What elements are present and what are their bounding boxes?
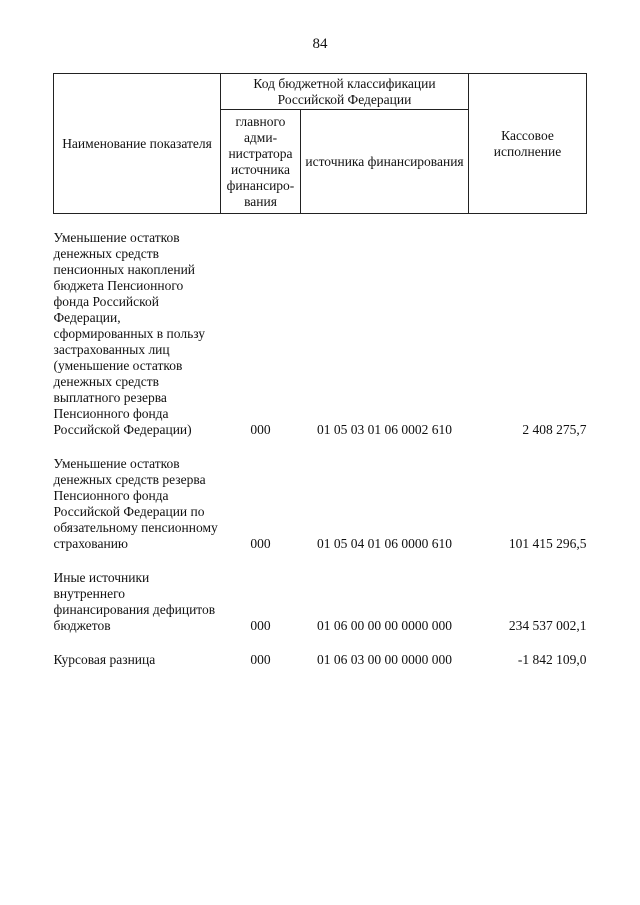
table-row <box>54 230 587 438</box>
table-row <box>54 652 587 668</box>
row-admin: 000 <box>250 652 271 667</box>
row-source: 01 06 00 00 00 0000 000 <box>317 618 452 633</box>
header-name: Наименование показателя <box>54 74 221 214</box>
table-row <box>54 456 587 552</box>
page-number: 84 <box>312 36 328 52</box>
header-source: источника финансирования <box>301 110 469 214</box>
header-code-group: Код бюджетной классификации Российской Федерации <box>221 74 469 110</box>
row-exec: -1 842 109,0 <box>517 652 587 667</box>
row-admin: 000 <box>250 536 271 551</box>
row-exec: 101 415 296,5 <box>508 536 587 551</box>
row-exec: 234 537 002,1 <box>508 618 587 633</box>
row-admin: 000 <box>250 422 271 437</box>
row-name: Иные источники внутреннего финансирования дефицитов бюджетов <box>53 570 216 633</box>
header-admin: главного адми-нистратора источника финансиро-вания <box>221 110 301 214</box>
table-row <box>54 570 587 634</box>
row-exec: 2 408 275,7 <box>522 422 587 437</box>
row-name: Уменьшение остатков денежных средств резерва Пенсионного фонда Российской Федерации по обязательному пенсионному страхованию <box>53 456 218 551</box>
row-name: Курсовая разница <box>53 652 156 667</box>
row-source: 01 05 04 01 06 0000 610 <box>317 536 452 551</box>
row-source: 01 05 03 01 06 0002 610 <box>317 422 452 437</box>
header-exec: Кассовое исполнение <box>469 74 587 214</box>
row-name: Уменьшение остатков денежных средств пенсионных накоплений бюджета Пенсионного фонда Российской Федерации, сформированных в пользу застрахованных лиц (уменьшение остатков денежных средств выплатного резерва Пенсионного фонда Российской Федерации) <box>53 230 206 437</box>
row-source: 01 06 03 00 00 0000 000 <box>317 652 452 667</box>
row-admin: 000 <box>250 618 271 633</box>
budget-table <box>53 73 587 668</box>
